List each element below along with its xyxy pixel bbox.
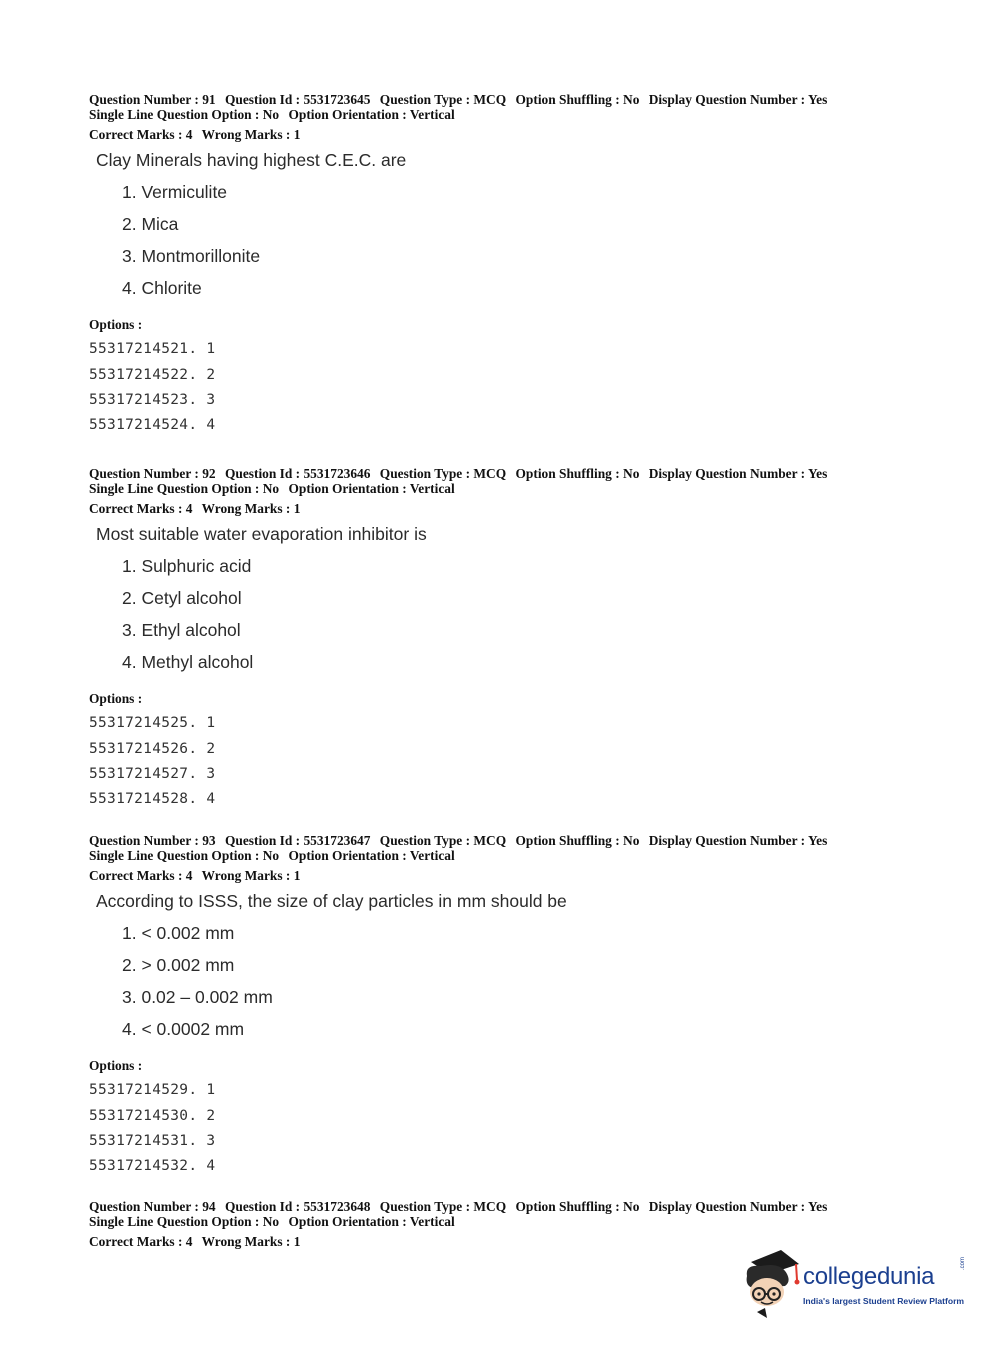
choice-item: 4. < 0.0002 mm	[122, 1019, 245, 1039]
correct-marks: Correct Marks : 4	[89, 868, 193, 883]
option-id: 55317214525. 1	[89, 715, 216, 732]
single-line-option: Single Line Question Option : No	[89, 848, 280, 863]
question-text: According to ISSS, the size of clay particles in mm should be	[96, 891, 567, 911]
option-id: 55317214532. 4	[89, 1158, 216, 1175]
marks-line	[89, 868, 949, 883]
question-type: Question Type : MCQ	[379, 466, 507, 481]
logo-tagline: India's largest Student Review Platform	[803, 1296, 965, 1306]
option-orientation: Option Orientation : Vertical	[288, 848, 455, 863]
question-block-94	[89, 1199, 949, 1249]
question-meta-line-2	[89, 1214, 949, 1229]
question-block-91	[89, 92, 949, 434]
question-block-92	[89, 466, 949, 808]
question-meta-line-2	[89, 481, 949, 496]
option-orientation: Option Orientation : Vertical	[288, 1214, 455, 1229]
question-id: Question Id : 5531723647	[224, 833, 371, 848]
option-id: 55317214530. 2	[89, 1107, 216, 1124]
question-type: Question Type : MCQ	[379, 92, 507, 107]
choice-item: 1. < 0.002 mm	[122, 923, 235, 943]
choice-item: 4. Chlorite	[122, 278, 202, 298]
question-id: Question Id : 5531723648	[224, 1199, 371, 1214]
question-number: Question Number : 91	[89, 92, 216, 107]
display-question-number: Display Question Number : Yes	[648, 833, 828, 848]
marks-line	[89, 501, 949, 516]
options-label: Options :	[89, 691, 143, 706]
question-id: Question Id : 5531723645	[224, 92, 371, 107]
wrong-marks: Wrong Marks : 1	[201, 1234, 301, 1249]
logo-suffix: .com	[960, 1256, 966, 1270]
choice-item: 2. > 0.002 mm	[122, 955, 235, 975]
wrong-marks: Wrong Marks : 1	[201, 501, 301, 516]
marks-line	[89, 1234, 949, 1249]
display-question-number: Display Question Number : Yes	[648, 92, 828, 107]
question-number: Question Number : 94	[89, 1199, 216, 1214]
question-meta-line-2	[89, 107, 949, 122]
choice-list	[89, 555, 949, 673]
choice-item: 1. Sulphuric acid	[122, 556, 252, 576]
wrong-marks: Wrong Marks : 1	[201, 868, 301, 883]
choice-item: 3. Ethyl alcohol	[122, 620, 241, 640]
choice-item: 3. 0.02 – 0.002 mm	[122, 987, 273, 1007]
option-shuffling: Option Shuffling : No	[515, 833, 640, 848]
option-shuffling: Option Shuffling : No	[515, 466, 640, 481]
single-line-option: Single Line Question Option : No	[89, 481, 280, 496]
question-id: Question Id : 5531723646	[224, 466, 371, 481]
choice-item: 1. Vermiculite	[122, 182, 228, 202]
choice-item: 3. Montmorillonite	[122, 246, 261, 266]
single-line-option: Single Line Question Option : No	[89, 1214, 280, 1229]
choice-list	[89, 181, 949, 299]
logo-wordmark: collegedunia	[803, 1263, 935, 1290]
display-question-number: Display Question Number : Yes	[648, 1199, 828, 1214]
question-number: Question Number : 92	[89, 466, 216, 481]
question-number: Question Number : 93	[89, 833, 216, 848]
correct-marks: Correct Marks : 4	[89, 127, 193, 142]
display-question-number: Display Question Number : Yes	[648, 466, 828, 481]
question-meta	[89, 92, 949, 107]
question-meta	[89, 833, 949, 848]
choice-list	[89, 922, 949, 1040]
single-line-option: Single Line Question Option : No	[89, 107, 280, 122]
option-shuffling: Option Shuffling : No	[515, 1199, 640, 1214]
question-text: Clay Minerals having highest C.E.C. are	[96, 150, 407, 170]
choice-item: 2. Mica	[122, 214, 179, 234]
wrong-marks: Wrong Marks : 1	[201, 127, 301, 142]
mascot-icon	[741, 1248, 801, 1320]
choice-item: 2. Cetyl alcohol	[122, 588, 242, 608]
question-text: Most suitable water evaporation inhibitor is	[96, 524, 427, 544]
option-orientation: Option Orientation : Vertical	[288, 107, 455, 122]
option-id: 55317214523. 3	[89, 391, 216, 408]
option-id: 55317214522. 2	[89, 366, 216, 383]
correct-marks: Correct Marks : 4	[89, 1234, 193, 1249]
option-id: 55317214526. 2	[89, 740, 216, 757]
option-id: 55317214528. 4	[89, 791, 216, 808]
marks-line	[89, 127, 949, 142]
option-id: 55317214521. 1	[89, 341, 216, 358]
option-id: 55317214531. 3	[89, 1132, 216, 1149]
question-meta	[89, 466, 949, 481]
correct-marks: Correct Marks : 4	[89, 501, 193, 516]
choice-item: 4. Methyl alcohol	[122, 652, 254, 672]
options-label: Options :	[89, 317, 143, 332]
question-type: Question Type : MCQ	[379, 1199, 507, 1214]
question-meta-line-2	[89, 848, 949, 863]
question-type: Question Type : MCQ	[379, 833, 507, 848]
question-meta	[89, 1199, 949, 1214]
option-id: 55317214527. 3	[89, 765, 216, 782]
option-id: 55317214529. 1	[89, 1082, 216, 1099]
collegedunia-logo	[741, 1248, 971, 1320]
option-orientation: Option Orientation : Vertical	[288, 481, 455, 496]
option-shuffling: Option Shuffling : No	[515, 92, 640, 107]
option-id: 55317214524. 4	[89, 417, 216, 434]
options-label: Options :	[89, 1058, 143, 1073]
question-block-93	[89, 833, 949, 1175]
